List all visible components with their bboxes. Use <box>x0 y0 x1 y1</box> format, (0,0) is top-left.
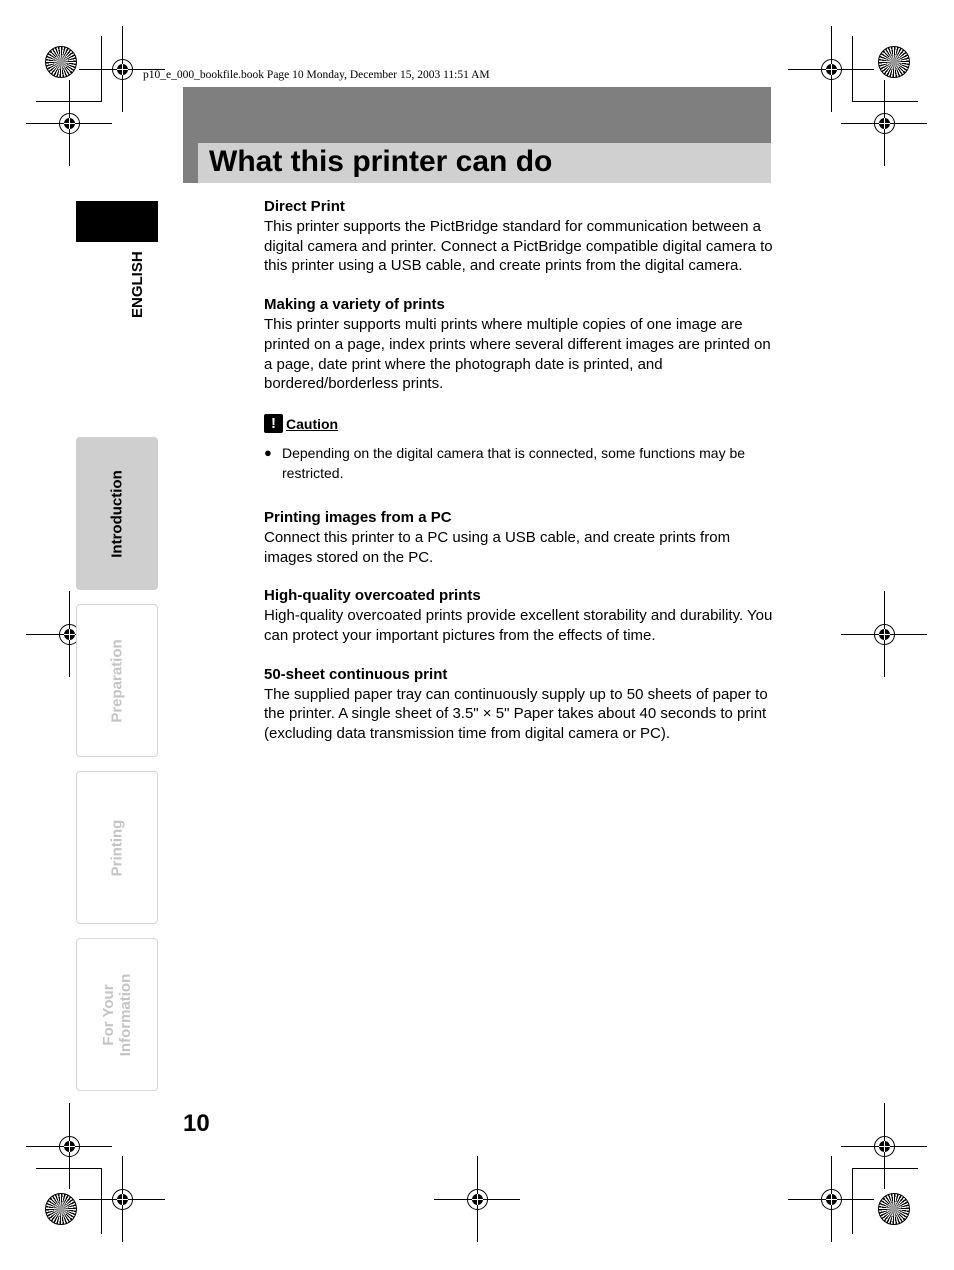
section-body: High-quality overcoated prints provide excellent storability and durability. You can protect your important pictures from the effects of time. <box>264 607 773 645</box>
language-marker <box>76 201 158 242</box>
trim-mark <box>852 101 918 102</box>
caution-icon: ! <box>264 414 283 433</box>
section-body: Connect this printer to a PC using a USB cable, and create prints from images stored on the PC. <box>264 528 731 566</box>
section-body: This printer supports multi prints where multiple copies of one image are printed on a page, index prints where several different images are printed on a page, date print where the photograph date is printed, and bordered/borderless prints. <box>264 316 771 393</box>
page-number: 10 <box>183 1110 210 1137</box>
section-body: The supplied paper tray can continuously supply up to 50 sheets of paper to the printer. A single sheet of 3.5" × 5" Paper takes about 40 seconds to print (excluding data transmission time from digital camera or PC). <box>264 685 768 743</box>
section-heading: Printing images from a PC <box>264 508 452 526</box>
section-printing-from-pc <box>264 508 774 567</box>
tab-preparation[interactable] <box>76 604 158 757</box>
section-body: This printer supports the PictBridge standard for communication between a digital camera and printer. Connect a PictBridge compatible digital camera to this printer using a USB cable, and create prints from the digital camera. <box>264 218 773 275</box>
tab-label: Printing <box>108 819 126 876</box>
star-target-icon <box>45 1193 77 1225</box>
section-heading: Making a variety of prints <box>264 296 445 314</box>
section-direct-print <box>264 197 774 276</box>
tab-introduction[interactable] <box>76 437 158 590</box>
caution-item <box>264 443 774 483</box>
tab-label: Preparation <box>108 638 126 723</box>
star-target-icon <box>45 46 77 78</box>
section-heading: Direct Print <box>264 198 345 215</box>
trim-mark <box>36 1168 102 1169</box>
trim-mark <box>101 36 102 102</box>
section-overcoated-prints <box>264 586 774 645</box>
file-header: p10_e_000_bookfile.book Page 10 Monday, December 15, 2003 11:51 AM <box>143 69 490 81</box>
trim-mark <box>36 101 102 102</box>
trim-mark <box>852 36 853 102</box>
section-continuous-print <box>264 665 774 744</box>
bullet-icon: ● <box>264 444 272 460</box>
section-heading: High-quality overcoated prints <box>264 587 481 605</box>
caution-text: Depending on the digital camera that is connected, some functions may be restricted. <box>282 444 746 481</box>
main-content <box>264 197 774 763</box>
caution-label: Caution <box>286 415 339 432</box>
caution-box <box>264 413 774 483</box>
tab-label: Introduction <box>108 469 126 558</box>
tab-printing[interactable] <box>76 771 158 924</box>
trim-mark <box>101 1168 102 1234</box>
page-title: What this printer can do <box>209 145 553 178</box>
star-target-icon <box>878 1193 910 1225</box>
trim-mark <box>852 1168 918 1169</box>
section-heading: 50-sheet continuous print <box>264 665 448 683</box>
language-label: ENGLISH <box>129 251 146 318</box>
tab-label: For Your Information <box>100 973 134 1056</box>
trim-mark <box>852 1168 853 1234</box>
star-target-icon <box>878 46 910 78</box>
title-bar-accent <box>183 143 198 183</box>
section-variety-of-prints <box>264 295 774 394</box>
caution-header <box>264 413 774 435</box>
title-bar-dark <box>183 87 771 143</box>
tab-for-your-information[interactable] <box>76 938 158 1091</box>
